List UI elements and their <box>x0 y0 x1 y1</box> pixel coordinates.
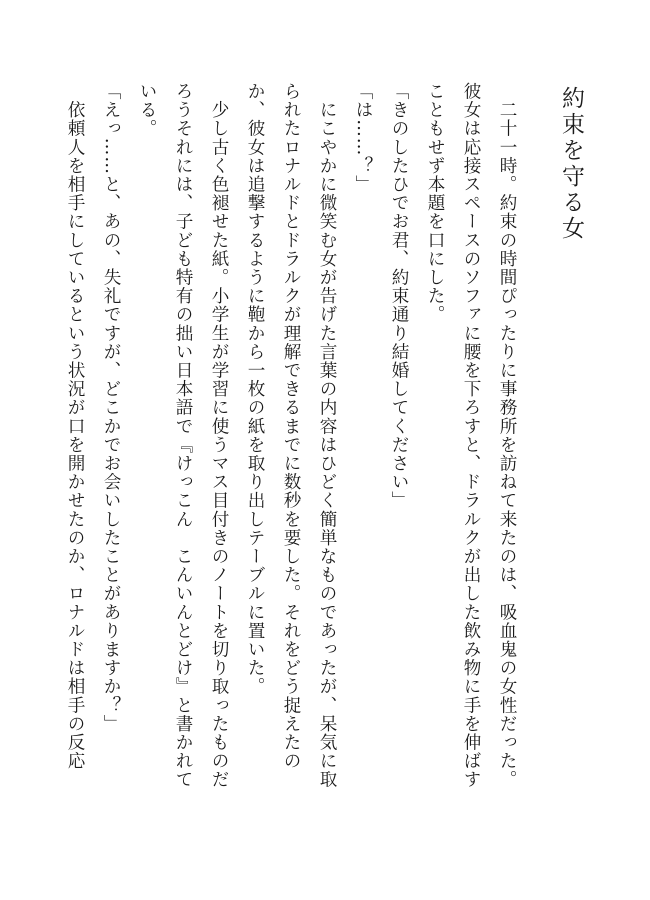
paragraph: 「は……？」 <box>353 82 373 194</box>
paragraph: 依頼人を相手にしているという状況が口を開かせたのか、ロナルドは相手の反応 <box>65 82 85 771</box>
body-text <box>57 82 525 802</box>
paragraph: にこやかに微笑む女が告げた言葉の内容はひどく簡単なものであったが、呆気に取られたロナルドとドラルクが理解できるまでに数秒を要した。それをどう捉えたのか、彼女は追撃するように鞄から一枚の紙を取り出しテーブルに置いた。 <box>245 82 337 789</box>
chapter-title: 約束を守る女 <box>558 86 584 242</box>
paragraph: 二十一時。約束の時間ぴったりに事務所を訪ねて来たのは、吸血鬼の女性だった。彼女は応接スペースのソファに腰を下ろすと、ドラルクが出した飲み物に手を伸ばすこともせず本題を口にした。 <box>425 82 517 789</box>
paragraph: 少し古く色褪せた紙。小学生が学習に使うマス目付きのノートを切り取ったものだろうそれには、子ども特有の拙い日本語で『けっこん こんいんとどけ』と書かれている。 <box>137 82 229 789</box>
paragraph: 「えっ……と、あの、失礼ですが、どこかでお会いしたことがありますか？」 <box>101 82 121 733</box>
paragraph: 「きのしたひでお君、約束通り結婚してください」 <box>389 82 409 510</box>
